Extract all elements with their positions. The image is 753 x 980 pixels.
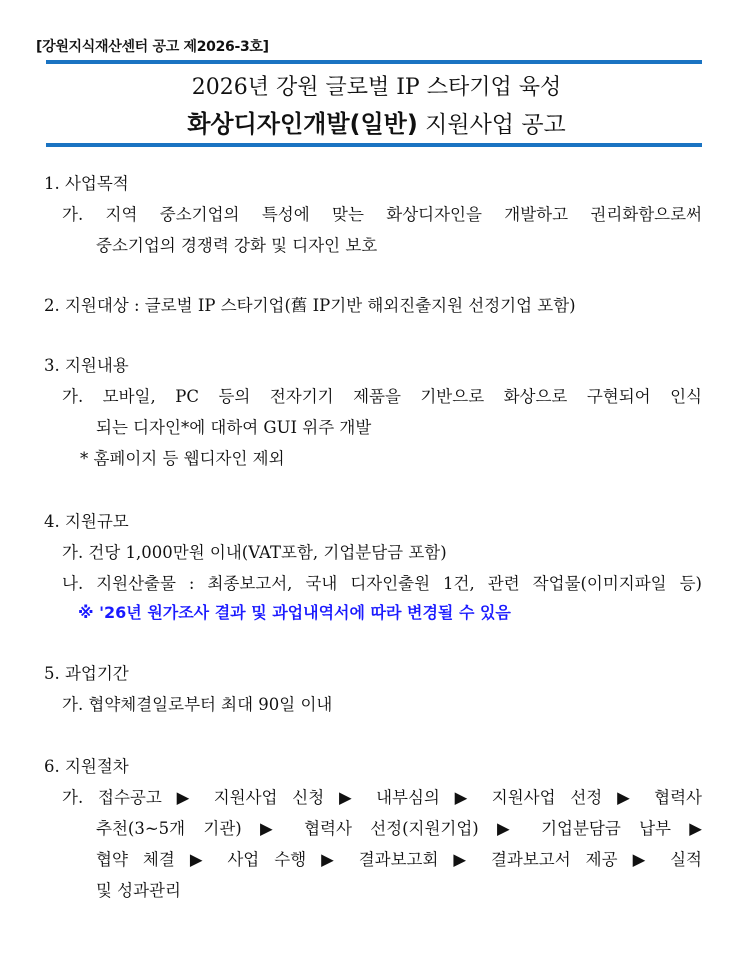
purpose-item-a-line1: 가. 지역 중소기업의 특성에 맞는 화상디자인을 개발하고 권리화함으로써 [62, 205, 702, 224]
section-heading-procedure: 6. 지원절차 [44, 757, 129, 776]
title-divider-bottom [46, 143, 702, 147]
period-item-a: 가. 협약체결일로부터 최대 90일 이내 [62, 695, 333, 714]
content-item-a-line2: 되는 디자인*에 대하여 GUI 위주 개발 [96, 418, 372, 437]
content-item-a-line1: 가. 모바일, PC 등의 전자기기 제품을 기반으로 화상으로 구현되어 인식 [62, 387, 702, 406]
section-heading-period: 5. 과업기간 [44, 664, 129, 683]
procedure-line4: 및 성과관리 [96, 881, 181, 900]
purpose-item-a-line2: 중소기업의 경쟁력 강화 및 디자인 보호 [96, 236, 378, 255]
page-title-line2 [0, 104, 753, 139]
procedure-line2: 추천(3~5개 기관) ▶ 협력사 선정(지원기업) ▶ 기업분담금 납부 ▶ [96, 819, 702, 838]
section-heading-content: 3. 지원내용 [44, 356, 129, 375]
section-heading-scale: 4. 지원규모 [44, 512, 129, 531]
page-title-line1: 2026년 강원 글로벌 IP 스타기업 육성 [191, 75, 562, 100]
scale-notice: ※ '26년 원가조사 결과 및 과업내역서에 따라 변경될 수 있음 [78, 603, 511, 622]
section-heading-purpose: 1. 사업목적 [44, 174, 129, 193]
page-title-bold: 화상디자인개발(일반) [187, 110, 418, 138]
procedure-line1: 가. 접수공고 ▶ 지원사업 신청 ▶ 내부심의 ▶ 지원사업 선정 ▶ 협력사 [62, 788, 702, 807]
notice-number: [강원지식재산센터 공고 제2026-3호] [36, 39, 269, 55]
scale-item-a: 가. 건당 1,000만원 이내(VAT포함, 기업분담금 포함) [62, 543, 447, 562]
content-note: * 홈페이지 등 웹디자인 제외 [80, 449, 285, 468]
page-title-rest: 지원사업 공고 [417, 112, 566, 138]
procedure-line3: 협약 체결 ▶ 사업 수행 ▶ 결과보고회 ▶ 결과보고서 제공 ▶ 실적 [96, 850, 702, 869]
title-divider-top [46, 60, 702, 64]
section-heading-target: 2. 지원대상 : 글로벌 IP 스타기업(舊 IP기반 해외진출지원 선정기업 포함) [44, 296, 576, 315]
scale-item-b: 나. 지원산출물 : 최종보고서, 국내 디자인출원 1건, 관련 작업물(이미지파일 등) [62, 574, 702, 593]
